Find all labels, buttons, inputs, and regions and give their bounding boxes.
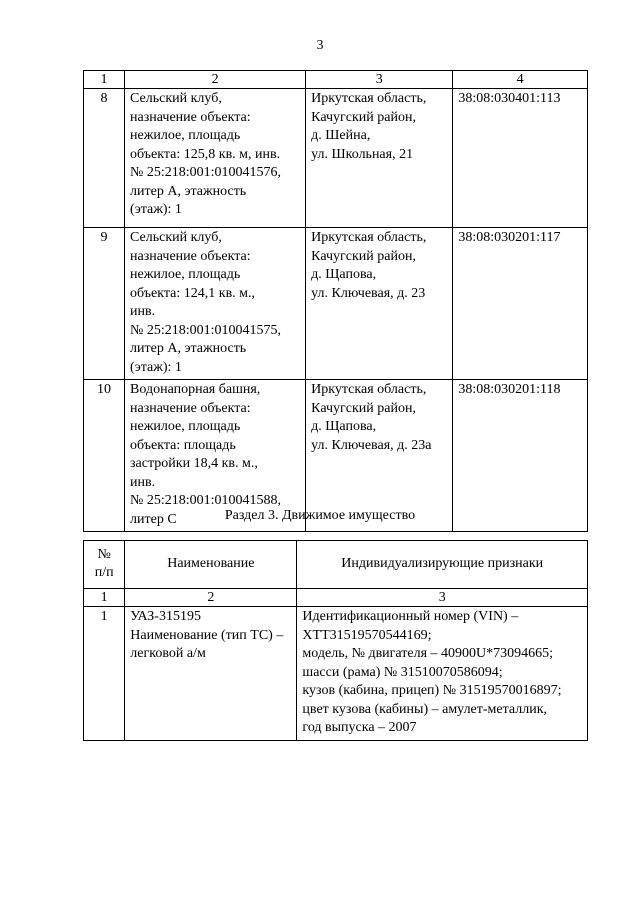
- row-number: 1: [84, 607, 125, 741]
- column-number: 1: [84, 589, 125, 607]
- real-estate-table: [83, 70, 588, 532]
- object-address: [306, 89, 453, 228]
- object-name-line: Сельский клуб,: [130, 230, 222, 245]
- address-line: д. Щапова,: [311, 267, 377, 282]
- row-number: 10: [84, 380, 125, 532]
- object-name-line: № 25:218:001:010041576,: [130, 165, 282, 180]
- address-line: Иркутская область,: [311, 382, 427, 397]
- address-line: Качугский район,: [311, 400, 416, 416]
- column-number: 4: [453, 71, 588, 89]
- feature-line: цвет кузова (кабины) – амулет-металлик,: [302, 701, 548, 717]
- feature-line: год выпуска – 2007: [302, 720, 417, 735]
- cadastral-number: 38:08:030201:118: [453, 380, 588, 532]
- feature-line: Идентификационный номер (VIN) –: [302, 609, 519, 624]
- header-name: Наименование: [125, 541, 297, 589]
- column-number: 3: [306, 71, 453, 89]
- address-line: Качугский район,: [311, 248, 416, 264]
- header-number-line: №: [97, 547, 111, 562]
- address-line: д. Щапова,: [311, 419, 377, 434]
- row-number: 8: [84, 89, 125, 228]
- feature-line: XTT31519570544169;: [302, 627, 432, 643]
- object-name-line: назначение объекта:: [130, 400, 251, 416]
- header-number: [84, 541, 125, 589]
- address-line: Иркутская область,: [311, 230, 427, 245]
- header-features: Индивидуализирующие признаки: [297, 541, 588, 589]
- object-name-line: назначение объекта:: [130, 109, 251, 125]
- object-address: [306, 228, 453, 380]
- object-name-line: литер А, этажность: [130, 341, 247, 356]
- row-number: 9: [84, 228, 125, 380]
- cadastral-number: 38:08:030401:113: [453, 89, 588, 228]
- object-name-line: нежилое, площадь: [130, 267, 241, 282]
- vehicle-name-line: УАЗ-315195: [130, 609, 201, 624]
- column-number-row: [84, 71, 588, 89]
- object-name-line: нежилое, площадь: [130, 419, 241, 434]
- object-name-line: Водонапорная башня,: [130, 382, 261, 397]
- cadastral-number: 38:08:030201:117: [453, 228, 588, 380]
- object-name-line: № 25:218:001:010041575,: [130, 322, 282, 338]
- address-line: Качугский район,: [311, 109, 416, 125]
- table-row: [84, 89, 588, 228]
- address-line: д. Шейна,: [311, 128, 371, 143]
- object-name-line: Сельский клуб,: [130, 91, 222, 106]
- feature-line: кузов (кабина, прицеп) № 31519570016897;: [302, 683, 562, 698]
- object-name-line: (этаж): 1: [130, 202, 182, 217]
- object-name-line: № 25:218:001:010041588,: [130, 493, 282, 508]
- vehicle-features: [297, 607, 588, 741]
- vehicle-name-line: Наименование (тип ТС) –: [130, 627, 284, 643]
- header-number-line: п/п: [94, 565, 114, 580]
- object-name: [125, 228, 306, 380]
- address-line: ул. Ключевая, д. 23: [311, 285, 426, 301]
- object-name-line: нежилое, площадь: [130, 128, 241, 143]
- column-number-row: [84, 589, 588, 607]
- object-name-line: инв.: [130, 474, 156, 490]
- object-name-line: инв.: [130, 304, 156, 319]
- column-number: 2: [125, 589, 297, 607]
- feature-line: модель, № двигателя – 40900U*73094665;: [302, 646, 554, 661]
- column-number: 1: [84, 71, 125, 89]
- table-row: [84, 228, 588, 380]
- object-name-line: объекта: площадь: [130, 437, 236, 453]
- object-name-line: назначение объекта:: [130, 248, 251, 264]
- feature-line: шасси (рама) № 31510070586094;: [302, 664, 503, 680]
- object-name: [125, 89, 306, 228]
- vehicle-name: [125, 607, 297, 741]
- movable-property-table: [83, 540, 588, 741]
- object-name-line: объекта: 125,8 кв. м, инв.: [130, 146, 281, 162]
- table-row: [84, 607, 588, 741]
- section-title: Раздел 3. Движимое имущество: [224, 508, 416, 523]
- address-line: ул. Ключевая, д. 23а: [311, 437, 432, 453]
- column-number: 2: [125, 71, 306, 89]
- object-name-line: (этаж): 1: [130, 359, 182, 375]
- column-number: 3: [297, 589, 588, 607]
- object-name-line: застройки 18,4 кв. м.,: [130, 456, 258, 471]
- object-name-line: литер А, этажность: [130, 183, 247, 199]
- object-name-line: объекта: 124,1 кв. м.,: [130, 285, 256, 301]
- vehicle-name-line: легковой а/м: [130, 646, 206, 661]
- object-name-line: литер С: [130, 511, 177, 527]
- address-line: ул. Школьная, 21: [311, 146, 414, 162]
- page-number: 3: [316, 38, 324, 53]
- table-header-row: [84, 541, 588, 589]
- address-line: Иркутская область,: [311, 91, 427, 106]
